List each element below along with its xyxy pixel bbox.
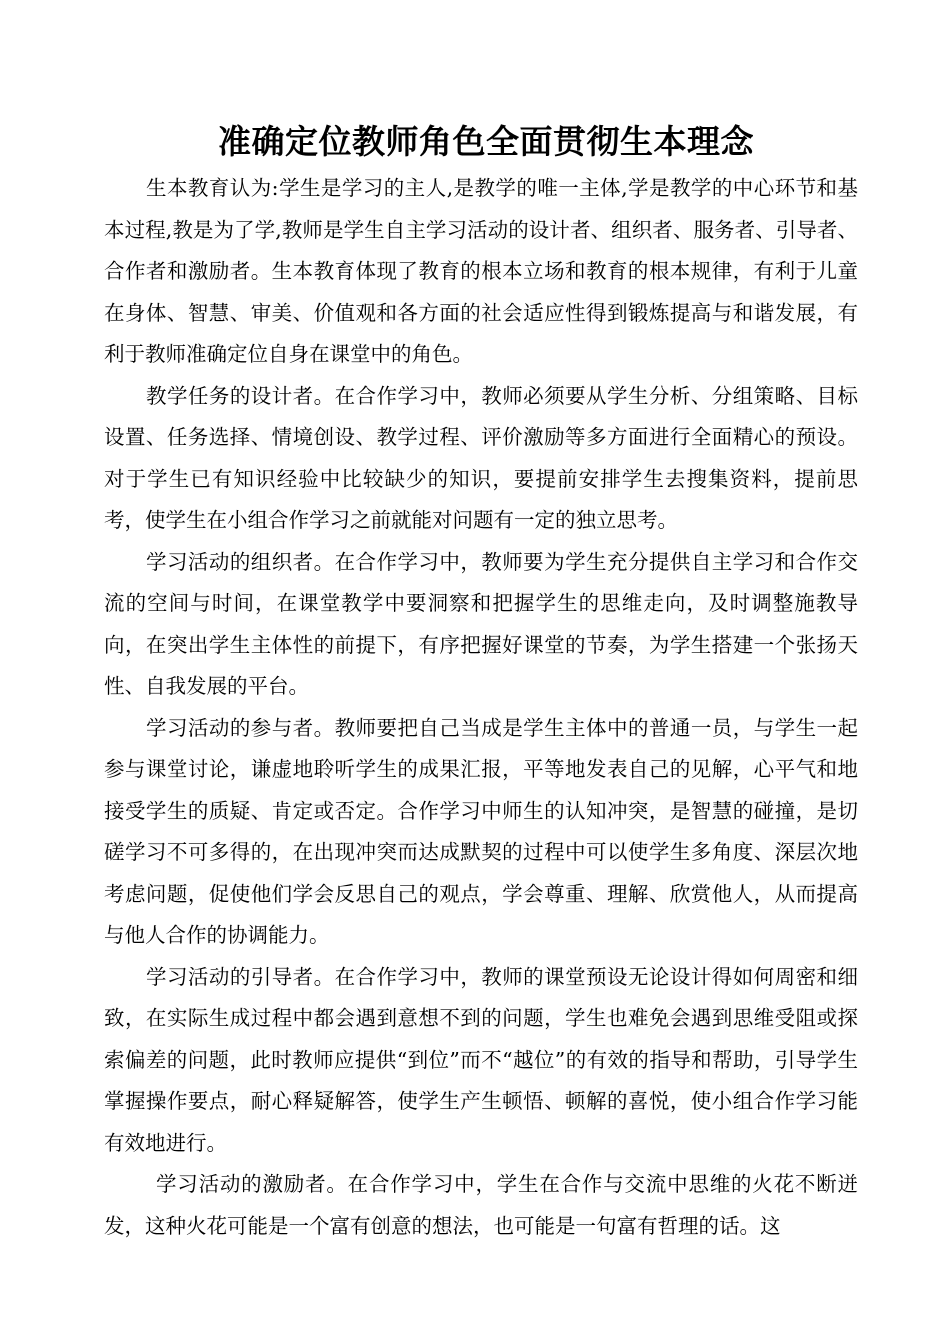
paragraph-motivator: 学习活动的激励者。在合作学习中，学生在合作与交流中思维的火花不断迸发，这种火花可能是一个富有创意的想法，也可能是一句富有哲理的话。这 (104, 1172, 858, 1238)
paragraph-guide: 学习活动的引导者。在合作学习中，教师的课堂预设无论设计得如何周密和细致，在实际生成过程中都会遇到意想不到的问题，学生也难免会遇到思维受阻或探索偏差的问题，此时教师应提供“到位”而不“越位”的有效的指导和帮助，引导学生掌握操作要点，耐心释疑解答，使学生产生顿悟、顿解的喜悦，使小组合作学习能有效地进行。 (104, 964, 858, 1155)
paragraph-intro: 生本教育认为:学生是学习的主人,是教学的唯一主体,学是教学的中心环节和基本过程,教是为了学,教师是学生自主学习活动的设计者、组织者、服务者、引导者、合作者和激励者。生本教育体现了教育的根本立场和教育的根本规律，有利于儿童在身体、智慧、审美、价值观和各方面的社会适应性得到锻炼提高与和谐发展，有利于教师准确定位自身在课堂中的角色。 (104, 176, 858, 366)
paragraph-participant: 学习活动的参与者。教师要把自己当成是学生主体中的普通一员，与学生一起参与课堂讨论，谦虚地聆听学生的成果汇报，平等地发表自己的见解，心平气和地接受学生的质疑、肯定或否定。合作学习中师生的认知冲突，是智慧的碰撞，是切磋学习不可多得的，在出现冲突而达成默契的过程中可以使学生多角度、深层次地考虑问题，促使他们学会反思自己的观点，学会尊重、理解、欣赏他人，从而提高与他人合作的协调能力。 (104, 715, 858, 947)
document-title: 准确定位教师角色全面贯彻生本理念 (218, 122, 754, 161)
paragraph-designer: 教学任务的设计者。在合作学习中，教师必须要从学生分析、分组策略、目标设置、任务选择、情境创设、教学过程、评价激励等多方面进行全面精心的预设。对于学生已有知识经验中比较缺少的知识，要提前安排学生去搜集资料，提前思考，使学生在小组合作学习之前就能对问题有一定的独立思考。 (104, 383, 858, 532)
paragraph-organizer: 学习活动的组织者。在合作学习中，教师要为学生充分提供自主学习和合作交流的空间与时间，在课堂教学中要洞察和把握学生的思维走向，及时调整施教导向，在突出学生主体性的前提下，有序把握好课堂的节奏，为学生搭建一个张扬天性、自我发展的平台。 (104, 549, 858, 698)
